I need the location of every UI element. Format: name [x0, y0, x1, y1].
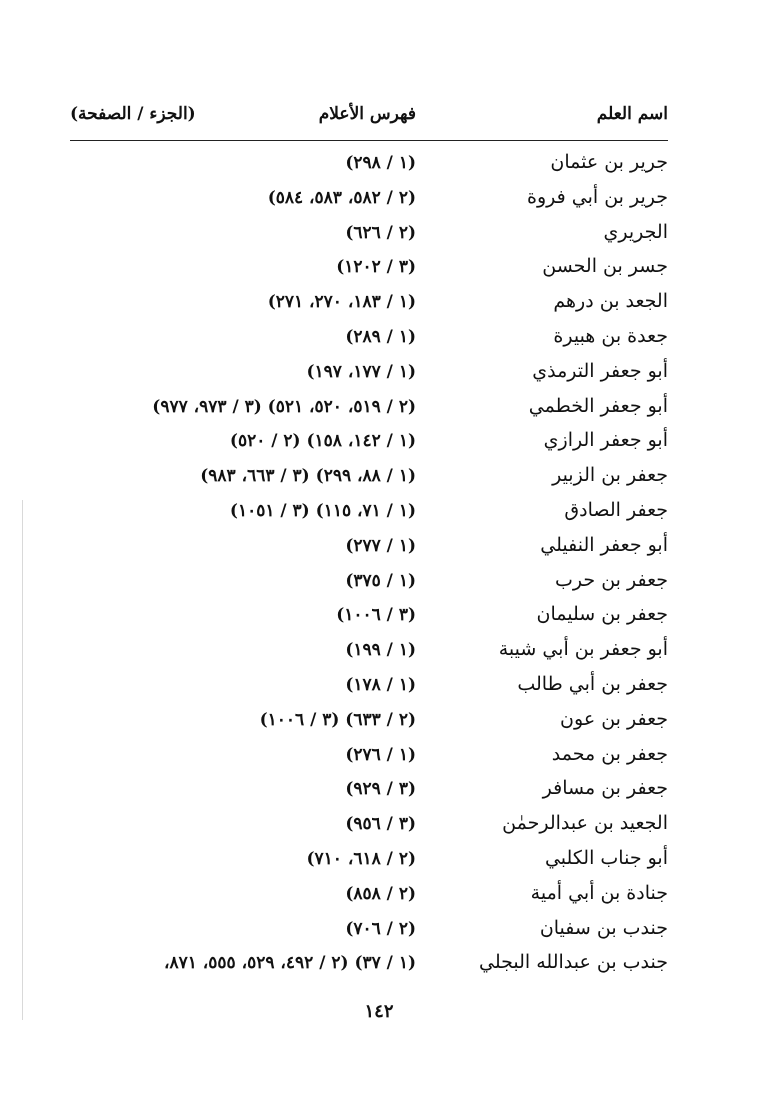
entry-name: جندب بن عبدالله البجلي	[479, 951, 668, 974]
entry-name: جرير بن عثمان	[550, 151, 668, 173]
entry-references: (٢ / ٥٨٢، ٥٨٣، ٥٨٤)	[267, 187, 416, 208]
entry-name: أبو جعفر بن أبي شيبة	[498, 638, 668, 661]
scan-edge-line	[22, 500, 23, 1020]
entry-references: (٣ / ٩٢٩)	[345, 779, 416, 800]
column-header-pages: (الجزء / الصفحة)	[70, 104, 196, 124]
entry-references: (١ / ٣٧٥)	[345, 570, 416, 591]
index-entry	[70, 911, 668, 946]
entry-name: جرير بن أبي فروة	[527, 185, 668, 208]
entry-name: جعفر بن حرب	[555, 568, 668, 591]
index-entry	[70, 493, 668, 528]
entry-references: (١ / ٢٧٦)	[345, 744, 416, 765]
entry-references: (٢ / ٥١٩، ٥٢٠، ٥٢١) (٣ / ٩٧٣، ٩٧٧)	[152, 396, 416, 417]
entry-references: (١ / ١٨٣، ٢٧٠، ٢٧١)	[267, 292, 416, 313]
entry-references: (١ / ١٤٢، ١٥٨) (٢ / ٥٢٠)	[229, 431, 416, 452]
entry-references: (١ / ٣٧) (٢ / ٤٩٢، ٥٢٩، ٥٥٥، ٨٧١،	[163, 953, 416, 974]
page-number: ١٤٢	[364, 1001, 394, 1022]
entry-name: الجعيد بن عبدالرحمٰن	[502, 812, 668, 835]
entry-references: (٣ / ١٠٠٦)	[336, 605, 416, 626]
entry-references: (١ / ٧١، ١١٥) (٣ / ١٠٥١)	[229, 500, 416, 521]
index-entry	[70, 667, 668, 702]
entry-references: (٢ / ٧٠٦)	[345, 918, 416, 939]
index-entry	[70, 389, 668, 424]
index-entries	[70, 145, 668, 980]
entry-name: جندب بن سفيان	[539, 916, 668, 939]
index-entry	[70, 145, 668, 180]
index-entry	[70, 876, 668, 911]
entry-references: (٣ / ١٢٠٢)	[336, 257, 416, 278]
entry-name: أبو جعفر الرازي	[543, 429, 668, 452]
entry-name: أبو جعفر النفيلي	[540, 533, 668, 556]
index-entry	[70, 354, 668, 389]
index-entry	[70, 249, 668, 284]
entry-name: جعفر بن عون	[560, 707, 668, 730]
index-entry	[70, 423, 668, 458]
entry-name: جنادة بن أبي أمية	[530, 881, 668, 904]
entry-name: الجريري	[603, 220, 668, 243]
index-entry	[70, 284, 668, 319]
entry-references: (٢ / ٦٣٣) (٣ / ١٠٠٦)	[259, 709, 416, 730]
index-entry	[70, 458, 668, 493]
entry-name: الجعد بن درهم	[553, 290, 668, 313]
entry-references: (٢ / ٦٢٦)	[345, 222, 416, 243]
entry-name: جعدة بن هبيرة	[553, 324, 668, 347]
index-header	[70, 100, 668, 132]
index-entry	[70, 945, 668, 980]
index-entry	[70, 528, 668, 563]
index-entry	[70, 771, 668, 806]
index-entry	[70, 215, 668, 250]
index-title: فهرس الأعلام	[318, 104, 416, 124]
entry-references: (١ / ١٧٧، ١٩٧)	[306, 361, 416, 382]
index-entry	[70, 702, 668, 737]
entry-references: (١ / ٢٧٧)	[345, 535, 416, 556]
index-entry	[70, 632, 668, 667]
entry-name: جعفر بن سليمان	[536, 603, 668, 626]
entry-references: (٢ / ٨٥٨)	[345, 883, 416, 904]
entry-references: (١ / ١٧٨)	[345, 674, 416, 695]
column-header-name: اسم العلم	[596, 104, 668, 124]
index-entry	[70, 597, 668, 632]
header-divider	[70, 140, 668, 141]
entry-references: (١ / ٨٨، ٢٩٩) (٣ / ٦٦٣، ٩٨٣)	[200, 466, 416, 487]
entry-references: (٢ / ٦١٨، ٧١٠)	[306, 848, 416, 869]
entry-name: جعفر بن محمد	[551, 742, 668, 765]
entry-name: جسر بن الحسن	[542, 255, 668, 278]
index-entry	[70, 563, 668, 598]
entry-references: (٣ / ٩٥٦)	[345, 814, 416, 835]
entry-name: أبو جناب الكلبي	[544, 846, 668, 869]
entry-references: (١ / ٢٨٩)	[345, 326, 416, 347]
index-entry	[70, 180, 668, 215]
entry-name: جعفر بن أبي طالب	[517, 672, 668, 695]
entry-name: أبو جعفر الترمذي	[532, 359, 668, 382]
entry-name: جعفر الصادق	[564, 498, 668, 521]
entry-references: (١ / ١٩٩)	[345, 640, 416, 661]
index-entry	[70, 737, 668, 772]
entry-name: أبو جعفر الخطمي	[528, 394, 668, 417]
index-entry	[70, 806, 668, 841]
entry-name: جعفر بن مسافر	[542, 777, 668, 800]
index-entry	[70, 841, 668, 876]
index-entry	[70, 319, 668, 354]
entry-name: جعفر بن الزبير	[552, 464, 668, 487]
entry-references: (١ / ٢٩٨)	[345, 153, 416, 173]
